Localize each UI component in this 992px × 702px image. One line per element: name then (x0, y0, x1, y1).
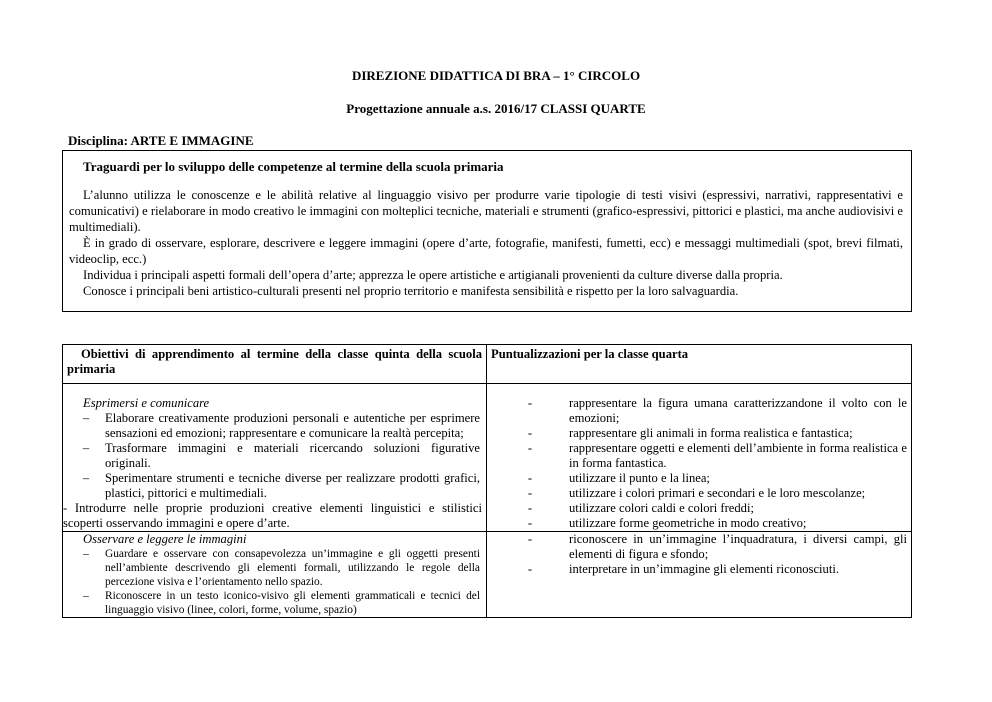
list-item: – Guardare e osservare con consapevolezza un’immagine e gli oggetti presenti nell’ambiente descrivendo gli elementi formali, utilizzando le regole della percezione visiva e l’orientamento nello spazio. (83, 548, 480, 588)
objectives-cell (63, 532, 487, 618)
traguardi-heading: Traguardi per lo sviluppo delle competenze al termine della scuola primaria (83, 159, 504, 174)
document-subtitle: Progettazione annuale a.s. 2016/17 CLASSI QUARTE (346, 101, 646, 116)
list-item: – Trasformare immagini e materiali ricercando soluzioni figurative originali. (82, 441, 480, 470)
list-item: - rappresentare la figura umana caratterizzandone il volto con le emozioni; (527, 396, 907, 425)
list-item: - Introdurre nelle proprie produzioni creative elementi linguistici e stilistici scoperti osservando immagini e opere d’arte. (63, 501, 482, 530)
traguardi-paragraph: Conosce i principali beni artistico-culturali presenti nel proprio territorio e manifesta sensibilità e rispetto per la loro salvaguardia. (83, 284, 739, 298)
list-item: – Sperimentare strumenti e tecniche diverse per realizzare prodotti grafici, plastici, pittorici e multimediali. (82, 471, 480, 500)
table-header-row (63, 345, 912, 384)
traguardi-paragraph: Individua i principali aspetti formali dell’opera d’arte; apprezza le opere artistiche e artigianali provenienti da culture diverse dalla propria. (83, 268, 783, 282)
list-item: - rappresentare oggetti e elementi dell’ambiente in forma realistica e in forma fantastica. (527, 441, 907, 470)
puntualizzazioni-cell (487, 532, 912, 618)
section-title: Esprimersi e comunicare (83, 396, 210, 410)
objectives-cell (63, 384, 487, 532)
puntualizzazioni-cell (487, 384, 912, 532)
list-item: - utilizzare forme geometriche in modo creativo; (527, 516, 807, 530)
document-title: DIREZIONE DIDATTICA DI BRA – 1° CIRCOLO (351, 68, 641, 83)
list-item: - utilizzare il punto e la linea; (527, 471, 710, 485)
list-item: - utilizzare colori caldi e colori freddi; (527, 501, 754, 515)
list-item: - riconoscere in un’immagine l’inquadratura, i diversi campi, gli elementi di figura e sfondo; (527, 532, 907, 561)
column-header-puntualizzazioni: Puntualizzazioni per la classe quarta (487, 345, 912, 384)
objectives-table (62, 344, 912, 618)
section-title: Osservare e leggere le immagini (83, 532, 247, 546)
table-row (63, 532, 912, 618)
list-item: – Riconoscere in un testo iconico-visivo gli elementi grammaticali e tecnici del linguaggio visivo (linee, colori, forme, volume, spazio) (83, 590, 480, 616)
traguardi-paragraph: L’alunno utilizza le conoscenze e le abilità relative al linguaggio visivo per produrre varie tipologie di testi visivi (espressivi, narrativi, rappresentativi e comunicativi) e rielaborare in modo creativo le immagini con molteplici tecniche, materiali e strumenti (grafico-espressivi, pittorici e plastici, ma anche audiovisivi e multimediali). (69, 188, 903, 234)
discipline-label: Disciplina: ARTE E IMMAGINE (68, 133, 254, 148)
list-item: - rappresentare gli animali in forma realistica e fantastica; (527, 426, 853, 440)
list-item: - interpretare in un’immagine gli elementi riconosciuti. (527, 562, 839, 576)
traguardi-box (62, 150, 912, 312)
traguardi-paragraph: È in grado di osservare, esplorare, descrivere e leggere immagini (opere d’arte, fotografie, manifesti, fumetti, ecc) e messaggi multimediali (spot, brevi filmati, videoclip, ecc.) (69, 236, 903, 266)
list-item: - utilizzare i colori primari e secondari e le loro mescolanze; (527, 486, 866, 500)
table-row (63, 384, 912, 532)
column-header-objectives: Obiettivi di apprendimento al termine della classe quinta della scuola primaria (63, 345, 487, 384)
list-item: – Elaborare creativamente produzioni personali e autentiche per esprimere sensazioni ed emozioni; rappresentare e comunicare la realtà percepita; (82, 411, 480, 440)
